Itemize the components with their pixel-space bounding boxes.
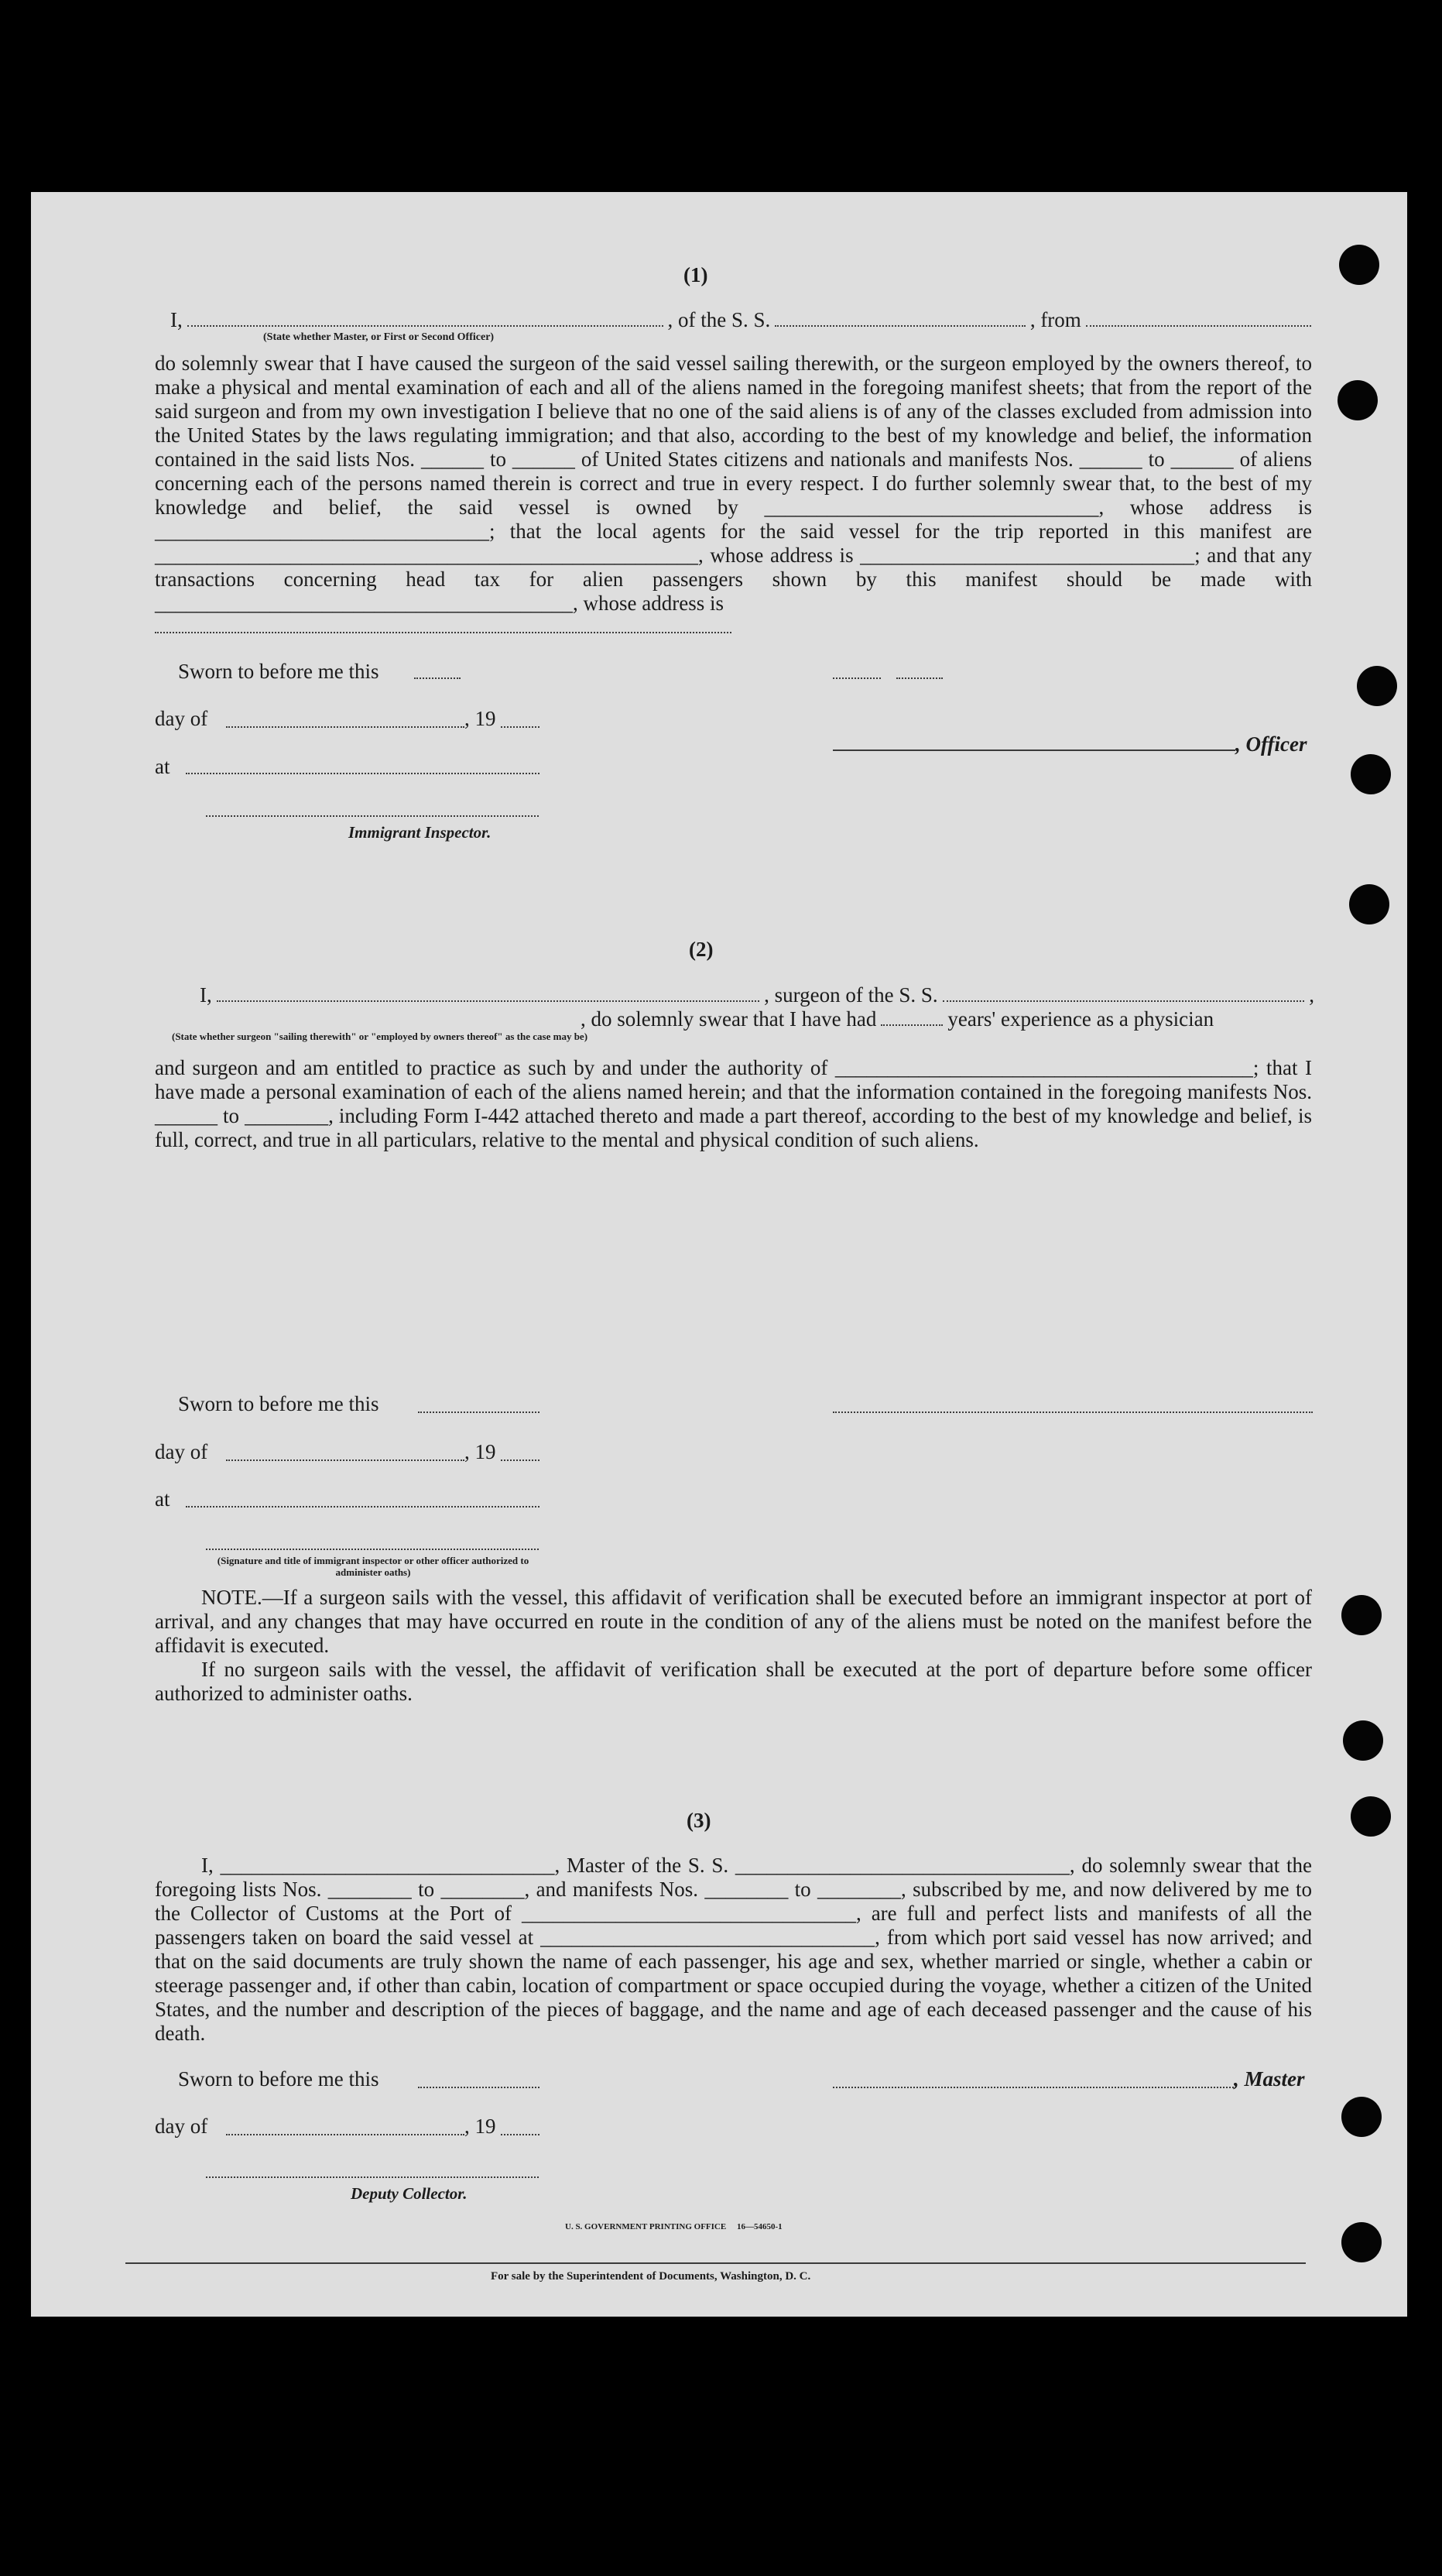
of-ss-label: , of the S. S.	[667, 308, 771, 331]
punch-hole	[1357, 666, 1397, 706]
s1-day-of-label: day of	[155, 707, 208, 730]
from-label: , from	[1029, 308, 1081, 331]
inspector-signature-line[interactable]	[206, 815, 539, 817]
s1-sworn-label: Sworn to before me this	[178, 660, 379, 683]
s2-sworn-label: Sworn to before me this	[178, 1392, 379, 1415]
s2-year-field[interactable]	[501, 1460, 539, 1461]
s2-sworn-date-line[interactable]	[418, 1411, 539, 1413]
punch-hole	[1341, 2097, 1382, 2137]
s1-at-field[interactable]	[186, 773, 539, 774]
s2-year-label: , 19	[464, 1440, 496, 1463]
swear-label: , do solemnly swear that I have had	[581, 1007, 877, 1031]
punch-hole	[1343, 1720, 1383, 1761]
surgeon-name-field[interactable]	[217, 1000, 759, 1002]
ship-name-field[interactable]	[775, 325, 1026, 327]
s3-day-of-label: day of	[155, 2115, 208, 2138]
deputy-collector-caption: Deputy Collector.	[351, 2184, 468, 2203]
s2-inspector-signature-line[interactable]	[206, 1549, 539, 1550]
section-2-title: (2)	[689, 938, 714, 961]
s1-day-field[interactable]	[226, 726, 464, 728]
years-label: years' experience as a physician	[947, 1007, 1214, 1031]
s2-i-label: I,	[200, 983, 212, 1007]
section-2-oath-text: and surgeon and am entitled to practice as such by and under the authority of ________________________________________; that I have made a personal examination of each of the aliens named herein; and that the information contained in the foregoing manifests Nos. ______ to ________, including Form I-442 attached thereto and made a part thereof, according to the best of my knowledge and belief, is full, correct, and true in all particulars, relative to the mental and physical condition of such aliens.	[155, 1056, 1312, 1151]
section-2-second-line	[581, 1007, 1314, 1031]
s1-right-line[interactable]	[833, 677, 881, 679]
s1-right-line-2[interactable]	[896, 677, 943, 679]
punch-hole	[1349, 884, 1389, 924]
section-3-oath-text: I, ________________________________, Master of the S. S. ________________________________, do solemnly swear that the foregoing lists Nos. ________ to ________, and manifests Nos. ________ to ________, subscribed by me, and now delivered by me to the Collector of Customs at the Port of ________________________________, are full and perfect lists and manifests of all the passengers taken on board the said vessel at ________________________________, from which port said vessel has now arrived; and that on the said documents are truly shown the name of each passenger, his age and sex, whether married or single, whether a cabin or steerage passenger and, if other than cabin, location of compartment or space occupied during the voyage, whether a citizen of the United States, and the number and description of the pieces of baggage, and the name and age of each deceased passenger and the cause of his death.	[155, 1854, 1312, 2045]
immigrant-inspector-caption: Immigrant Inspector.	[348, 823, 492, 842]
collector-signature-line[interactable]	[206, 2176, 539, 2178]
punch-hole	[1351, 754, 1391, 794]
punch-hole	[1338, 380, 1378, 420]
s1-at-label: at	[155, 755, 170, 778]
s2-signature-line[interactable]	[833, 1411, 1313, 1413]
no-surgeon-note: If no surgeon sails with the vessel, the affidavit of verification shall be executed at the port of departure before some officer authorized to administer oaths.	[155, 1658, 1312, 1705]
s3-day-field[interactable]	[226, 2134, 464, 2135]
officer-signature-line[interactable]	[833, 749, 1235, 751]
section-2-first-line: I, , surgeon of the S. S. ,	[200, 983, 1314, 1007]
section-3-title: (3)	[687, 1809, 711, 1832]
s1-year-label: , 19	[464, 707, 496, 730]
s3-sworn-label: Sworn to before me this	[178, 2067, 379, 2091]
punch-hole	[1339, 245, 1379, 285]
from-port-field[interactable]	[1086, 325, 1311, 327]
form-page	[31, 192, 1407, 2317]
s1-sworn-date-line[interactable]	[414, 677, 461, 679]
s2-at-field[interactable]	[186, 1506, 539, 1508]
s2-day-of-label: day of	[155, 1440, 208, 1463]
s3-year-label: , 19	[464, 2115, 496, 2138]
s3-sworn-date-line[interactable]	[418, 2087, 539, 2088]
i-label: I,	[170, 308, 183, 331]
punch-hole	[1341, 1595, 1382, 1635]
gpo-imprint: U. S. GOVERNMENT PRINTING OFFICE 16—54650-1	[565, 2222, 783, 2231]
master-signature-line[interactable]	[833, 2087, 1234, 2088]
s2-ship-name-field[interactable]	[943, 1000, 1305, 1002]
head-tax-address-line	[155, 632, 731, 633]
section-1-title: (1)	[683, 263, 708, 286]
section-1-first-line	[170, 308, 1316, 332]
surgeon-note: NOTE.—If a surgeon sails with the vessel, this affidavit of verification shall be executed before an immigrant inspector at port of arrival, and any changes that may have occurred en route in the condition of any of the aliens must be noted on the manifest before the affidavit is executed.	[155, 1586, 1312, 1657]
years-experience-field[interactable]	[881, 1024, 943, 1026]
sale-notice: For sale by the Superintendent of Documents, Washington, D. C.	[491, 2270, 811, 2283]
punch-hole	[1351, 1796, 1391, 1837]
master-label: , Master	[1234, 2067, 1305, 2091]
signature-title-caption: (Signature and title of immigrant inspector or other officer authorized to administer oaths)	[217, 1555, 529, 1578]
surgeon-caption: (State whether surgeon "sailing therewith" or "employed by owners thereof" as the case may be)	[172, 1031, 588, 1042]
surgeon-of-label: , surgeon of the S. S.	[764, 983, 938, 1007]
s1-year-field[interactable]	[501, 726, 539, 728]
punch-hole	[1341, 2222, 1382, 2262]
s2-at-label: at	[155, 1487, 170, 1511]
officer-caption: (State whether Master, or First or Second Officer)	[263, 331, 495, 343]
footer-rule	[125, 2262, 1306, 2264]
s2-day-field[interactable]	[226, 1460, 464, 1461]
officer-title-field[interactable]	[187, 325, 663, 327]
officer-label: , Officer	[1235, 732, 1307, 756]
s3-year-field[interactable]	[501, 2134, 539, 2135]
section-1-oath-text: do solemnly swear that I have caused the surgeon of the said vessel sailing therewith, or the surgeon employed by the owners thereof, to make a physical and mental examination of each and all of the aliens named in the foregoing manifest sheets; that from the report of the said surgeon and from my own investigation I believe that no one of the said aliens is of any of the classes excluded from admission into the United States by the laws regulating immigration; and that also, according to the best of my knowledge and belief, the information contained in the said lists Nos. ______ to ______ of United States citizens and nationals and manifests Nos. ______ to ______ of aliens concerning each of the persons named therein is correct and true in every respect. I do further solemnly swear that, to the best of my knowledge and belief, the said vessel is owned by ________________________________, whose address is ________________________________; that the local agents for the said vessel for the trip reported in this manifest are ____________________________________________________, whose address is ________________________________; and that any transactions concerning head tax for alien passengers shown by this manifest should be made with ________________________________________, whose address is	[155, 352, 1312, 615]
